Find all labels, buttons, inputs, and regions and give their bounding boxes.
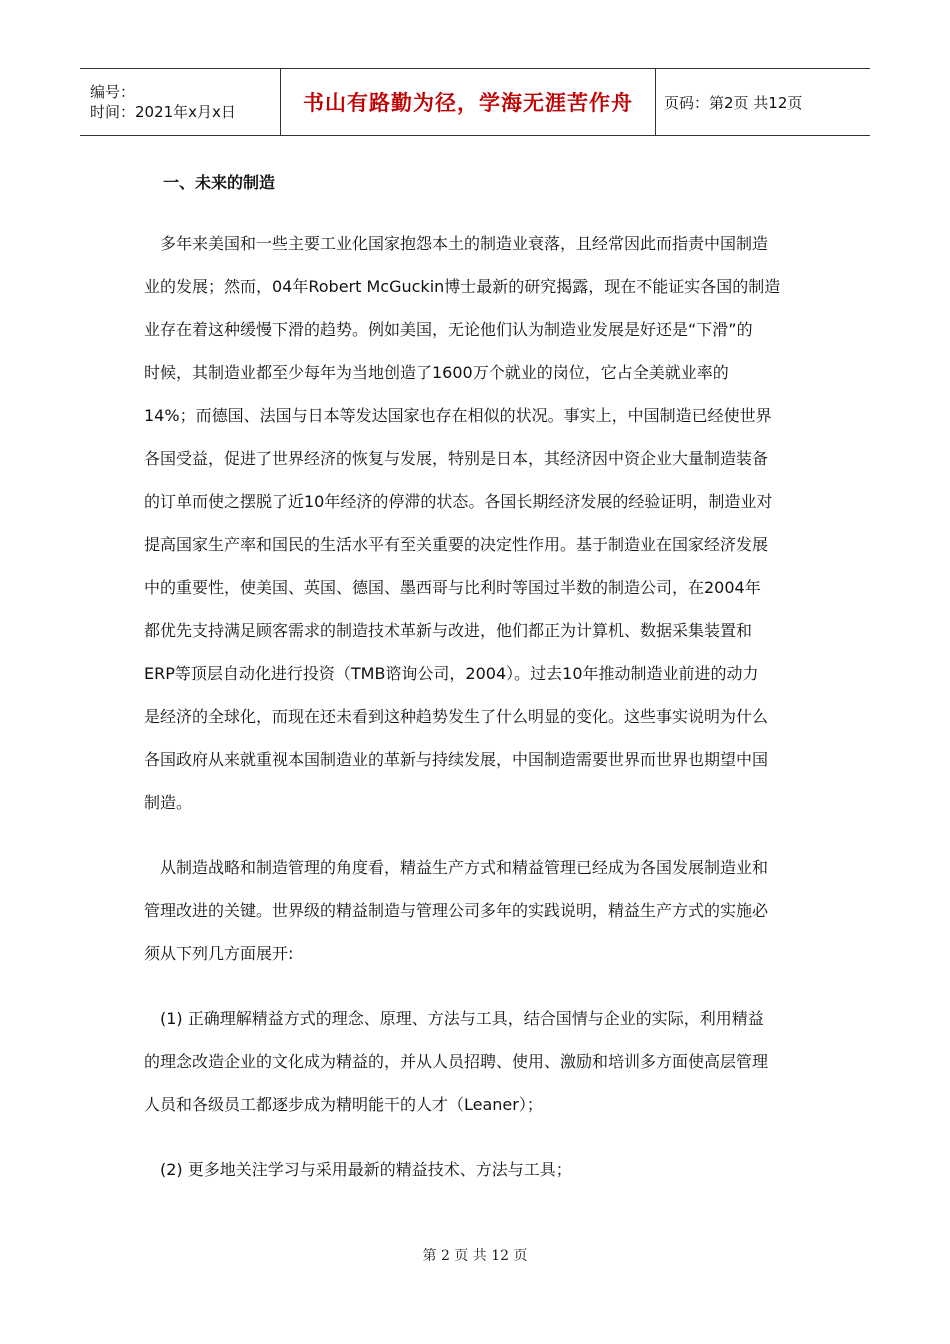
text-line: 制造。 <box>144 793 193 812</box>
text-line: 各国政府从来就重视本国制造业的革新与持续发展，中国制造需要世界而世界也期望中国 <box>144 750 769 769</box>
section-title: 一、未来的制造 <box>163 173 276 192</box>
text-line: 的理念改造企业的文化成为精益的，并从人员招聘、使用、激励和培训多方面使高层管理 <box>144 1052 769 1071</box>
header-page-cell <box>656 69 870 135</box>
paragraph-2 <box>144 846 816 975</box>
text-line: 是经济的全球化，而现在还未看到这种趋势发生了什么明显的变化。这些事实说明为什么 <box>144 707 769 726</box>
text-line: (1) 正确理解精益方式的理念、原理、方法与工具，结合国情与企业的实际，利用精益 <box>144 1009 764 1028</box>
header-page-number: 页码：第2页 共12页 <box>664 93 803 112</box>
text-line: 人员和各级员工都逐步成为精明能干的人才（Leaner）； <box>144 1095 543 1114</box>
text-line: 从制造战略和制造管理的角度看，精益生产方式和精益管理已经成为各国发展制造业和 <box>144 858 769 877</box>
spacer <box>144 824 816 846</box>
page-footer: 第 2 页 共 12 页 <box>422 1248 528 1264</box>
text-line: 时候，其制造业都至少每年为当地创造了1600万个就业的岗位，它占全美就业率的 <box>144 363 729 382</box>
header-motto: 书山有路勤为径，学海无涯苦作舟 <box>303 90 633 115</box>
spacer <box>144 200 816 222</box>
document-date: 时间：2021年x月x日 <box>90 103 236 121</box>
page-header <box>80 68 870 136</box>
paragraph-3 <box>144 997 816 1126</box>
paragraph-4 <box>144 1148 816 1191</box>
text-line: 都优先支持满足顾客需求的制造技术革新与改进，他们都正为计算机、数据采集装置和 <box>144 621 753 640</box>
spacer <box>144 975 816 997</box>
text-line: (2) 更多地关注学习与采用最新的精益技术、方法与工具； <box>144 1160 572 1179</box>
document-body <box>144 166 816 1191</box>
text-line: 多年来美国和一些主要工业化国家抱怨本土的制造业衰落，且经常因此而指责中国制造 <box>144 234 769 253</box>
text-line: ERP等顶层自动化进行投资（TMB谘询公司，2004）。过去10年推动制造业前进的动力 <box>144 664 759 683</box>
header-meta <box>80 69 280 135</box>
document-number-label: 编号： <box>90 83 136 101</box>
text-line: 中的重要性，使美国、英国、德国、墨西哥与比利时等国过半数的制造公司，在2004年 <box>144 578 761 597</box>
text-line: 业的发展；然而，04年Robert McGuckin博士最新的研究揭露，现在不能证实各国的制造 <box>144 277 781 296</box>
text-line: 各国受益，促进了世界经济的恢复与发展，特别是日本，其经济因中资企业大量制造装备 <box>144 449 769 468</box>
header-motto-cell <box>280 69 656 135</box>
text-line: 的订单而使之摆脱了近10年经济的停滞的状态。各国长期经济发展的经验证明，制造业对 <box>144 492 773 511</box>
spacer <box>144 1126 816 1148</box>
text-line: 提高国家生产率和国民的生活水平有至关重要的决定性作用。基于制造业在国家经济发展 <box>144 535 769 554</box>
text-line: 管理改进的关键。世界级的精益制造与管理公司多年的实践说明，精益生产方式的实施必 <box>144 901 769 920</box>
paragraph-1 <box>144 222 816 824</box>
text-line: 业存在着这种缓慢下滑的趋势。例如美国，无论他们认为制造业发展是好还是“下滑”的 <box>144 320 753 339</box>
text-line: 须从下列几方面展开: <box>144 944 294 963</box>
text-line: 14%；而德国、法国与日本等发达国家也存在相似的状况。事实上，中国制造已经使世界 <box>144 406 772 425</box>
